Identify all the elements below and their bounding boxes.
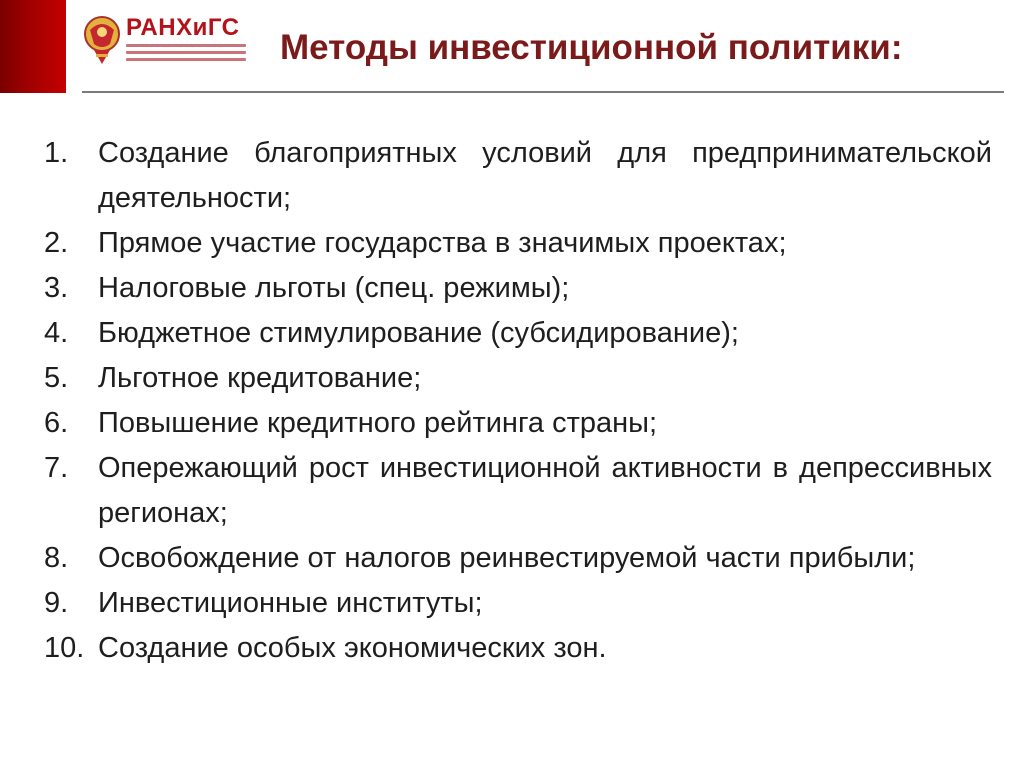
list-item: [44, 626, 992, 671]
logo-subtitle-lines: [126, 44, 246, 65]
list-item-text: Создание особых экономических зон.: [98, 632, 607, 664]
list-item-number: 3.: [44, 272, 69, 304]
list-item-number: 2.: [44, 227, 69, 259]
list-item-number: 6.: [44, 407, 69, 439]
list-item-text: Опережающий рост инвестиционной активности в депрессивных регионах;: [98, 452, 992, 529]
list-item: [44, 581, 992, 626]
list-item-number: 9.: [44, 587, 69, 619]
list-item-text: Повышение кредитного рейтинга страны;: [98, 407, 658, 439]
list-item-text: Бюджетное стимулирование (субсидирование);: [98, 317, 739, 349]
logo-wordmark: РАНХиГС: [126, 14, 240, 41]
list-item-number: 10.: [44, 632, 85, 664]
red-corner-bar: [0, 0, 66, 93]
eagle-emblem-icon: [82, 14, 122, 68]
list-item-text: Освобождение от налогов реинвестируемой части прибыли;: [98, 542, 916, 574]
list-item: [44, 401, 992, 446]
methods-list: [44, 131, 992, 671]
list-item-number: 5.: [44, 362, 69, 394]
list-item: [44, 446, 992, 536]
list-item: [44, 536, 992, 581]
list-item-number: 4.: [44, 317, 69, 349]
list-item: [44, 356, 992, 401]
list-item: [44, 221, 992, 266]
list-item: [44, 311, 992, 356]
list-item-text: Создание благоприятных условий для предпринимательской деятельности;: [98, 137, 992, 214]
list-item-number: 8.: [44, 542, 69, 574]
list-item-number: 1.: [44, 137, 69, 169]
list-item-text: Льготное кредитование;: [98, 362, 422, 394]
list-item: [44, 266, 992, 311]
list-item-text: Инвестиционные институты;: [98, 587, 483, 619]
ranepa-logo: [82, 14, 252, 70]
page-title: Методы инвестиционной политики:: [280, 28, 903, 67]
title-divider: [82, 91, 1004, 93]
list-item-text: Налоговые льготы (спец. режимы);: [98, 272, 570, 304]
list-item-number: 7.: [44, 452, 69, 484]
list-item-text: Прямое участие государства в значимых проектах;: [98, 227, 787, 259]
list-item: [44, 131, 992, 221]
